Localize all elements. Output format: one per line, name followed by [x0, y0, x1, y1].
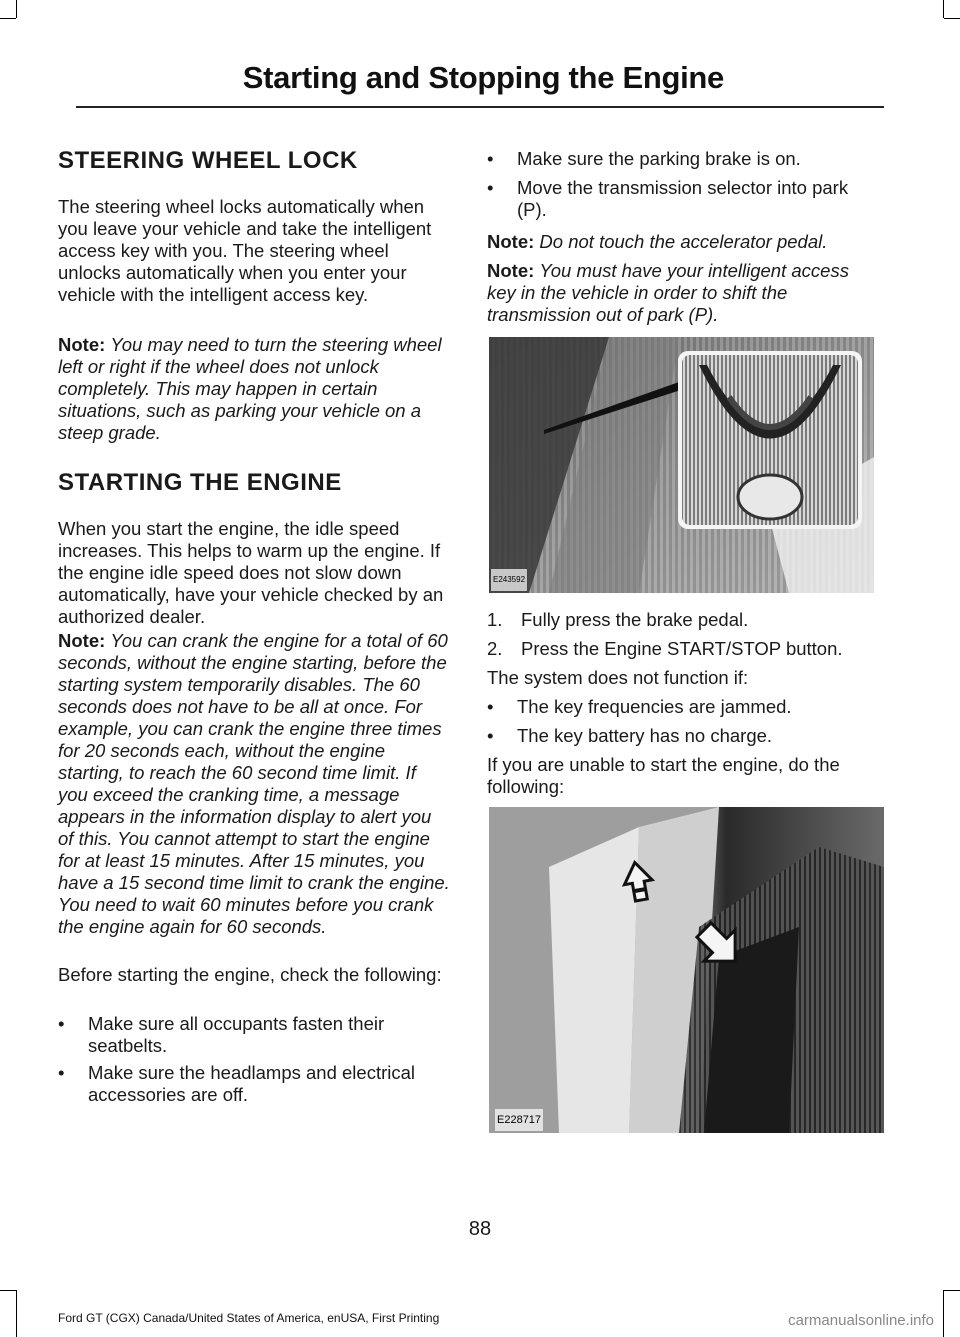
- note-steering: [58, 334, 450, 444]
- check-paragraph: Before starting the engine, check the following:: [58, 964, 442, 985]
- footer-text: Ford GT (CGX) Canada/United States of America, enUSA, First Printing: [58, 1311, 440, 1325]
- watermark: carmanualsonline.info: [788, 1312, 934, 1329]
- note-label: Note:: [58, 334, 106, 355]
- crop-mark: [943, 1290, 944, 1337]
- header-rule: [76, 106, 884, 108]
- brake-pedal-illustration: [489, 337, 874, 593]
- crop-mark: [943, 0, 944, 18]
- list-item-text: The key battery has no charge.: [517, 725, 773, 746]
- page-number: 88: [468, 1218, 492, 1240]
- step-number: 2.: [487, 638, 503, 659]
- figure-code: E228717: [495, 1109, 543, 1131]
- bullet-mark: •: [487, 148, 494, 169]
- bullet-mark: •: [487, 177, 494, 198]
- note-text: You may need to turn the steering wheel left or right if the wheel does not unlock completely. This may happen in certain situations, such as parking your vehicle on a steep grade.: [58, 334, 442, 443]
- note-intelligent-key: [487, 260, 879, 326]
- section-heading-steering-lock: STEERING WHEEL LOCK: [58, 147, 358, 174]
- note-text: Do not touch the accelerator pedal.: [539, 231, 828, 252]
- crop-mark: [944, 18, 960, 19]
- note-text: You can crank the engine for a total of 60 seconds, without the engine starting, before the starting system temporarily disables. The 60 seconds does not have to be all at once. For example, you can crank the engine three times for 20 seconds each, without the engine starting, to reach the 60 second time limit. If you exceed the cranking time, a message appears in the information display to alert you of this. You cannot attempt to start the engine for at least 15 minutes. After 15 minutes, you have a 15 second time limit to crank the engine. You need to wait 60 minutes before you crank the engine again for 60 seconds.: [58, 630, 450, 937]
- bullet-mark: •: [487, 725, 494, 746]
- note-label: Note:: [487, 231, 535, 252]
- list-item-text: Make sure all occupants fasten their seatbelts.: [88, 1013, 385, 1056]
- system-paragraph: The system does not function if:: [487, 667, 749, 688]
- note-text: You must have your intelligent access key in the vehicle in order to shift the transmission out of park (P).: [487, 260, 849, 325]
- crop-mark: [0, 1290, 16, 1291]
- unable-paragraph: If you are unable to start the engine, do the following:: [487, 754, 840, 797]
- note-label: Note:: [58, 630, 106, 651]
- crop-mark: [16, 0, 17, 18]
- section-heading-starting: STARTING THE ENGINE: [58, 469, 342, 496]
- figure-code: E243592: [491, 569, 527, 591]
- step-number: 1.: [487, 609, 503, 630]
- crop-mark: [0, 18, 16, 19]
- page-title: Starting and Stopping the Engine: [242, 60, 724, 95]
- list-item-text: Make sure the parking brake is on.: [517, 148, 801, 169]
- note-label: Note:: [487, 260, 535, 281]
- note-cranking: [58, 630, 450, 938]
- step-text: Fully press the brake pedal.: [521, 609, 749, 630]
- crop-mark: [16, 1290, 17, 1337]
- steering-lock-paragraph: The steering wheel locks automatically when you leave your vehicle and take the intelligent access key with you. The steering wheel unlocks automatically when you enter your vehicle with the intelligent access key.: [58, 196, 432, 305]
- list-item-text: The key frequencies are jammed.: [517, 696, 792, 717]
- starting-paragraph: When you start the engine, the idle speed increases. This helps to warm up the engine. If the engine idle speed does not slow down automatically, have your vehicle checked by an authorized dealer.: [58, 518, 444, 627]
- list-item-text: Make sure the headlamps and electrical accessories are off.: [88, 1062, 416, 1105]
- bullet-mark: •: [487, 696, 494, 717]
- bullet-mark: •: [58, 1013, 65, 1034]
- crop-mark: [944, 1290, 960, 1291]
- list-item-text: Move the transmission selector into park (P).: [517, 177, 849, 220]
- note-accelerator: [487, 231, 879, 253]
- bullet-mark: •: [58, 1062, 65, 1083]
- step-text: Press the Engine START/STOP button.: [521, 638, 843, 659]
- brake-pedal-figure: [489, 337, 874, 593]
- key-backup-figure: [489, 807, 884, 1133]
- key-backup-illustration: [489, 807, 884, 1133]
